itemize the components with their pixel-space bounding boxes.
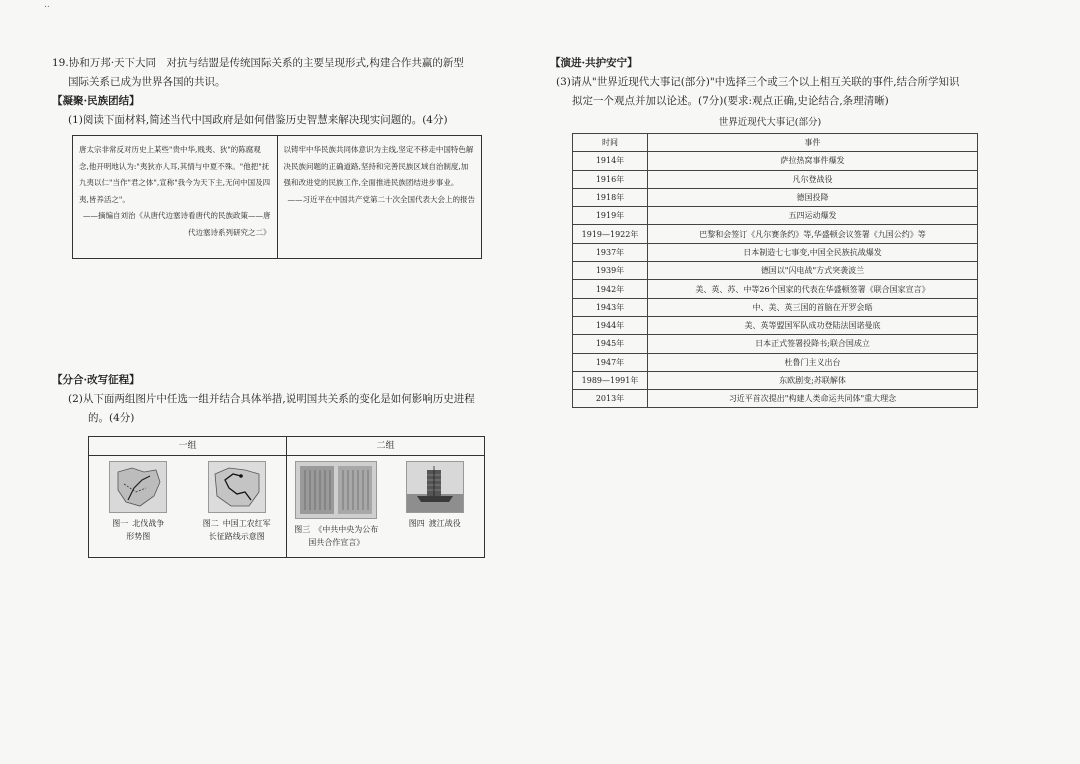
long-march-route-map-image <box>208 461 266 513</box>
picture-2 <box>188 456 287 557</box>
event-description: 五四运动爆发 <box>648 207 978 225</box>
event-description: 巴黎和会签订《凡尔赛条约》等,华盛顿会议签署《九国公约》等 <box>648 225 978 243</box>
material-left <box>73 136 277 258</box>
section1-heading: 【凝聚·民族团结】 <box>52 95 140 107</box>
picture-2-caption-b: 长征路线示意图 <box>208 532 265 541</box>
events-row <box>573 243 978 261</box>
question-title-line1: 19.协和万邦·天下大同 对抗与结盟是传统国际关系的主要呈现形式,构建合作共赢的新型 <box>52 57 464 69</box>
picture-4-caption-a: 渡江战役 <box>428 519 461 528</box>
events-table <box>572 133 978 408</box>
picture-1-label: 图一 <box>112 519 129 528</box>
picture-3-label: 图三 <box>294 525 311 534</box>
event-description: 日本制造七七事变,中国全民族抗战爆发 <box>648 243 978 261</box>
picture-1 <box>89 456 188 557</box>
event-time: 2013年 <box>573 390 648 408</box>
picture-2-label: 图二 <box>202 519 219 528</box>
picture-3-caption-a: 《中共中央为公布 <box>314 525 379 534</box>
event-time: 1916年 <box>573 170 648 188</box>
event-description: 东欧剧变;苏联解体 <box>648 371 978 389</box>
event-description: 杜鲁门主义出台 <box>648 353 978 371</box>
section1-prompt: (1)阅读下面材料,简述当代中国政府是如何借鉴历史智慧来解决现实问题的。(4分) <box>68 114 448 126</box>
left-column <box>52 54 492 558</box>
events-row <box>573 152 978 170</box>
picture-4-caption <box>409 517 461 530</box>
section2-heading: 【分合·改写征程】 <box>52 374 140 386</box>
picture-group-1 <box>89 437 286 557</box>
picture-1-caption-b: 形势图 <box>126 532 151 541</box>
events-row <box>573 280 978 298</box>
event-description: 美、英、苏、中等26个国家的代表在华盛顿签署《联合国家宣言》 <box>648 280 978 298</box>
picture-group-2 <box>286 437 484 557</box>
picture-1-caption <box>112 517 164 543</box>
events-row <box>573 316 978 334</box>
event-time: 1945年 <box>573 335 648 353</box>
event-time: 1989—1991年 <box>573 371 648 389</box>
events-row <box>573 371 978 389</box>
material-right-source: ——习近平在中国共产党第二十次全国代表大会上的报告 <box>287 194 475 204</box>
event-time: 1942年 <box>573 280 648 298</box>
material-table <box>72 135 482 259</box>
event-time: 1939年 <box>573 262 648 280</box>
events-row <box>573 353 978 371</box>
events-row <box>573 390 978 408</box>
material-right-text: 以铸牢中华民族共同体意识为主线,坚定不移走中国特色解决民族问题的正确道路,坚持和完善民族区域自治制度,加强和改进党的民族工作,全面推进民族团结进步事业。 <box>283 145 474 187</box>
events-row <box>573 298 978 316</box>
event-description: 美、英等盟国军队成功登陆法国诺曼底 <box>648 316 978 334</box>
events-row <box>573 335 978 353</box>
group2-label: 二组 <box>287 437 484 456</box>
picture-2-caption-a: 中国工农红军 <box>222 519 271 528</box>
event-time: 1918年 <box>573 188 648 206</box>
events-row <box>573 170 978 188</box>
event-time: 1944年 <box>573 316 648 334</box>
material-left-text: 唐太宗非常反对历史上某些"贵中华,贱夷、狄"的陈腐观念,他开明地认为:"夷狄亦人耳,其情与中夏不殊。"他把"抚九夷以仁"当作"君之体",宣称"我今为天下主,无问中国及四夷,皆养活之"。 <box>79 145 271 204</box>
picture-4 <box>386 456 485 557</box>
events-row <box>573 262 978 280</box>
picture-3 <box>287 456 386 557</box>
northern-expedition-map-image <box>109 461 167 513</box>
answer-space-1 <box>52 259 492 371</box>
event-time: 1943年 <box>573 298 648 316</box>
event-description: 中、美、英三国的首脑在开罗会晤 <box>648 298 978 316</box>
section3-prompt-line1: (3)请从"世界近现代大事记(部分)"中选择三个或三个以上相互关联的事件,结合所学知识 <box>556 76 960 88</box>
question-title-line2: 国际关系已成为世界各国的共识。 <box>68 76 226 88</box>
event-description: 日本正式签署投降书;联合国成立 <box>648 335 978 353</box>
picture-3-caption-b: 国共合作宣言》 <box>308 538 365 547</box>
corner-mark: .. <box>44 0 50 10</box>
event-description: 德国投降 <box>648 188 978 206</box>
events-header-row <box>573 134 978 152</box>
picture-1-caption-a: 北伐战争 <box>132 519 165 528</box>
event-description: 凡尔登战役 <box>648 170 978 188</box>
group1-label: 一组 <box>89 437 286 456</box>
picture-2-caption <box>203 517 271 543</box>
event-time: 1919—1922年 <box>573 225 648 243</box>
event-description: 德国以"闪电战"方式突袭波兰 <box>648 262 978 280</box>
events-col-event: 事件 <box>648 134 978 152</box>
cooperation-declaration-document-image <box>295 461 377 519</box>
events-row <box>573 207 978 225</box>
event-time: 1914年 <box>573 152 648 170</box>
event-time: 1919年 <box>573 207 648 225</box>
section3-heading: 【演进·共护安宁】 <box>550 57 638 69</box>
events-table-body <box>573 152 978 408</box>
section2-prompt-line1: (2)从下面两组图片中任选一组并结合具体举措,说明国共关系的变化是如何影响历史进程 <box>68 393 475 405</box>
events-row <box>573 225 978 243</box>
river-crossing-battle-photo <box>406 461 464 513</box>
events-table-title: 世界近现代大事记(部分) <box>718 117 822 128</box>
material-left-source: ——摘编自刘治《从唐代边塞诗看唐代的民族政策——唐代边塞诗系列研究之二》 <box>83 211 271 237</box>
section2-prompt-line2: 的。(4分) <box>88 412 135 424</box>
material-right <box>277 136 482 258</box>
event-time: 1947年 <box>573 353 648 371</box>
event-description: 习近平首次提出"构建人类命运共同体"重大理念 <box>648 390 978 408</box>
event-description: 萨拉热窝事件爆发 <box>648 152 978 170</box>
events-row <box>573 188 978 206</box>
section3-prompt-line2: 拟定一个观点并加以论述。(7分)(要求:观点正确,史论结合,条理清晰) <box>572 95 889 107</box>
right-column <box>550 54 990 408</box>
picture-3-caption <box>294 523 378 549</box>
event-time: 1937年 <box>573 243 648 261</box>
picture-groups-table <box>88 436 485 558</box>
picture-4-label: 图四 <box>408 519 425 528</box>
events-col-time: 时间 <box>573 134 648 152</box>
